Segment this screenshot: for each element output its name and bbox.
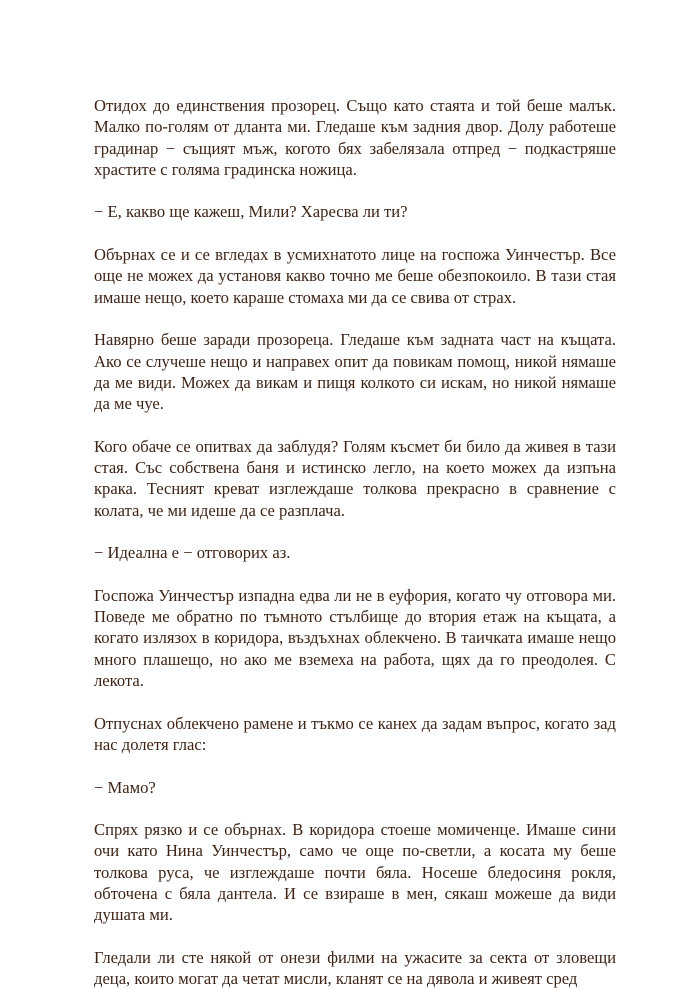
paragraph-girl: Спрях рязко и се обърнах. В коридора стоеше момиченце. Имаше сини очи като Нина Уинчестър, само че още по-светли, а косата му беше толкова руса, че изглеждаше почти бяла. Носеше бледосиня рокля, обточена с бяла дантела. И се взираше в мен, сякаш можеше да види душата ми.	[94, 820, 616, 925]
paragraph-window: Отидох до единствения прозорец. Също като стаята и той беше малък. Малко по-голям от дланта ми. Гледаше към задния двор. Долу работеше градинар − същият мъж, когото бях забелязала отпред − подкастряше храстите с голяма градинска ножица.	[94, 96, 616, 179]
paragraph-mom: − Мамо?	[94, 777, 156, 797]
paragraph-turned-around: Обърнах се и се вгледах в усмихнатото лице на госпожа Уинчестър. Все още не можех да установя какво точно ме беше обезпокоило. В тази стая имаше нещо, което караше стомаха ми да се свива от страх.	[94, 245, 616, 307]
document-page	[94, 95, 616, 989]
paragraph-euphoria: Госпожа Уинчестър изпадна едва ли не в еуфория, когато чу отговора ми. Поведе ме обратно по тъмното стълбище до втория етаж на къщата, а когато излязох в коридора, въздъхнах облекчено. В таичката имаше нещо много плашещо, но ако ме вземеха на работа, щях да го преодолея. С лекота.	[94, 585, 616, 691]
paragraph-luck: Кого обаче се опитвах да заблудя? Голям късмет би било да живея в тази стая. Със собствена баня и истинско легло, на което можех да изпъна крака. Тесният креват изглеждаше толкова прекрасно в сравнение с колата, че ми идеше да се разплача.	[94, 436, 616, 520]
paragraph-question: − Е, какво ще кажеш, Мили? Харесва ли ти?	[94, 202, 408, 222]
paragraph-answer: − Идеална е − отговорих аз.	[94, 543, 291, 563]
paragraph-window-reason: Навярно беше заради прозореца. Гледаше към задната част на къщата. Ако се случеше нещо и направех опит да повикам помощ, никой нямаше да ме види. Можех да викам и пищя колкото си искам, но никой нямаше да ме чуе.	[94, 330, 616, 414]
paragraph-voice: Отпуснах облекчено рамене и тъкмо се канех да задам въпрос, когато зад нас долетя глас:	[94, 713, 616, 754]
paragraph-movies: Гледали ли сте някой от онези филми на ужасите за секта от зловещи деца, които могат да четат мисли, кланят се на дявола и живеят сред	[94, 947, 616, 989]
